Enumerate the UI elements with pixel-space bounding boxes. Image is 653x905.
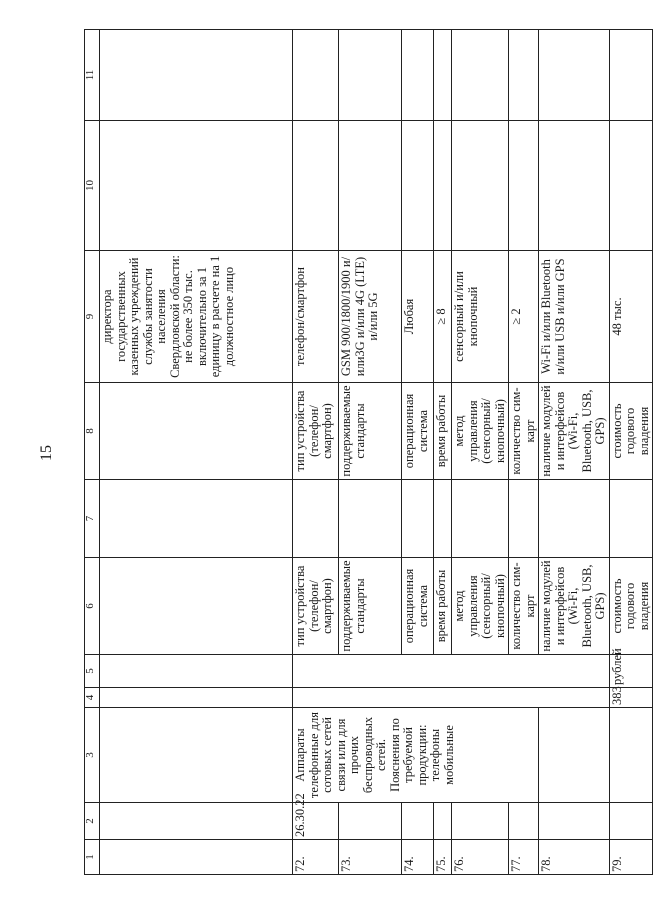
characteristic-col6: операционная система — [402, 558, 434, 655]
value-col9: 48 тыс. — [609, 251, 653, 383]
row-number: 75. — [434, 840, 452, 875]
row-number: 78. — [539, 840, 610, 875]
value-col9: GSM 900/1800/1900 и/или3G и/или 4G (LTE) и/или 5G — [339, 251, 402, 383]
okei-code: 383 — [609, 688, 653, 708]
table-row — [293, 30, 339, 875]
table-row — [539, 30, 610, 875]
row-number: 79. — [609, 840, 653, 875]
page-number: 15 — [38, 445, 55, 461]
col-header-6: 6 — [85, 558, 100, 655]
characteristic-col8: операционная система — [402, 383, 434, 480]
characteristic-col8: поддерживаемые стандарты — [339, 383, 402, 480]
table-row-continuation — [100, 30, 293, 875]
value-col9: Wi-Fi и/или Bluetooth и/или USB и/или GPS — [539, 251, 610, 383]
col-header-2: 2 — [85, 803, 100, 840]
okei-unit: рублей — [609, 655, 653, 688]
characteristic-col6: время работы — [434, 558, 452, 655]
value-col9: телефон/смартфон — [293, 251, 339, 383]
header-row — [85, 30, 100, 875]
characteristic-col8: тип устройства (телефон/ смартфон) — [293, 383, 339, 480]
row-number: 73. — [339, 840, 402, 875]
characteristic-col6: метод управления (сенсорный/ кнопочный) — [452, 558, 509, 655]
col-header-7: 7 — [85, 480, 100, 558]
row-number: 72. — [293, 840, 339, 875]
requirements-table — [84, 29, 653, 875]
characteristic-col6: наличие модулей и интерфейсов (Wi-Fi, Bluetooth, USB, GPS) — [539, 558, 610, 655]
value-col9: ≥ 8 — [434, 251, 452, 383]
col-header-1: 1 — [85, 840, 100, 875]
rotated-table-container — [84, 30, 651, 875]
col-header-5: 5 — [85, 655, 100, 688]
value-col9: сенсорный и/или кнопочный — [452, 251, 509, 383]
characteristic-col6: количество сим-карт — [509, 558, 539, 655]
col-header-4: 4 — [85, 688, 100, 708]
product-name: Аппараты телефонные для сотовых сетей связи или для прочих беспроводных сетей. Пояснения по требуемой продукции: телефоны мобильные — [293, 708, 539, 803]
row-number: 77. — [509, 840, 539, 875]
characteristic-col8: наличие модулей и интерфейсов (Wi-Fi, Bluetooth, USB, GPS) — [539, 383, 610, 480]
row-number: 76. — [452, 840, 509, 875]
characteristic-col6: стоимость годового владения — [609, 558, 653, 655]
characteristic-col6: тип устройства (телефон/ смартфон) — [293, 558, 339, 655]
characteristic-col8: время работы — [434, 383, 452, 480]
col-header-11: 11 — [85, 30, 100, 121]
characteristic-col6: поддерживаемые стандарты — [339, 558, 402, 655]
value-col9: ≥ 2 — [509, 251, 539, 383]
row-number: 74. — [402, 840, 434, 875]
characteristic-col8: количество сим-карт — [509, 383, 539, 480]
okpd-code: 26.30.22 — [293, 803, 339, 840]
col-header-8: 8 — [85, 383, 100, 480]
characteristic-col8: стоимость годового владения — [609, 383, 653, 480]
characteristic-col8: метод управления (сенсорный/ кнопочный) — [452, 383, 509, 480]
table-cell-col9-continuation: директора государственных казенных учреждений службы занятости населения Свердловской области: не более 350 тыс. включительно за 1 единицу в расчете на 1 должностное лицо — [100, 251, 293, 383]
col-header-10: 10 — [85, 121, 100, 251]
col-header-3: 3 — [85, 708, 100, 803]
value-col9: Любая — [402, 251, 434, 383]
col-header-9: 9 — [85, 251, 100, 383]
table-row — [609, 30, 653, 875]
